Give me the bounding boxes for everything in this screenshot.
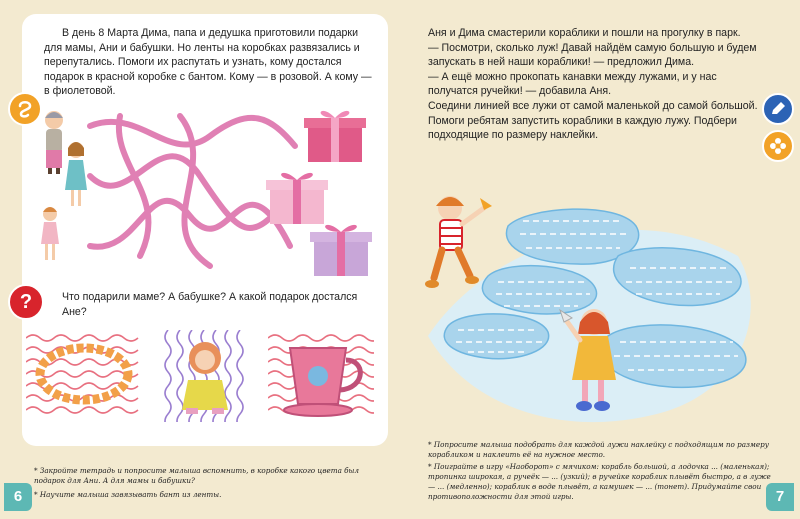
- necklace-picture: [26, 330, 142, 420]
- girl-illustration: [558, 300, 628, 416]
- question-icon: ?: [8, 284, 44, 320]
- left-note-2: * Научите малыша завязывать бант из ленты.: [34, 490, 222, 499]
- gift-box-purple: [306, 216, 376, 278]
- flower-icon: [762, 130, 794, 162]
- left-intro-text: В день 8 Марта Дима, папа и дедушка приготовили подарки для мамы, Ани и бабушки. Но ленты на коробках развязались и перепутались. Помоги их распутать и узнать, кому достался подарок в красной коробке с бантом. Кому — в розовой. А кому — в фиолетовой.: [44, 27, 372, 98]
- right-page: [400, 0, 800, 519]
- boy-illustration: [422, 188, 498, 298]
- left-note-1: * Закройте тетрадь и попросите малыша вспомнить, в коробке какого цвета был подарок для Ани. А для мамы и бабушки?: [34, 466, 359, 485]
- right-note-2: * Поиграйте в игру «Наоборот» с мячиком: корабль большой, а лодочка ... (маленькая); тропинка широкая, а ручеёк — ... (узкий); в ручейке кораблик плывёт быстро, а в луже — ... (медленно); кораблик в воде плывёт, а камушек — ... (тонет). Придумайте свои противоположности для этой игры.: [428, 462, 771, 501]
- left-question-text: Что подарили маме? А бабушке? А какой подарок достался Ане?: [62, 291, 358, 318]
- right-text: Аня и Дима смастерили кораблики и пошли на прогулку в парк. — Посмотри, сколько луж! Давай найдём самую большую и будем запускать в ней наши кораблики! — предложил Дима. — А ещё можно прокопать канавки между лужами, и у нас получатся ручейки! — добавила Аня. Соедини линией все лужи от самой маленькой до самой большой. Помоги ребятам запустить кораблики в каждую лужу. Подбери подходящие по размеру наклейки.: [428, 27, 758, 142]
- right-note-1: * Попросите малыша подобрать для каждой лужи наклейку с подходящим по размеру корабликом и наклеить её на нужное место.: [428, 440, 769, 459]
- doll-picture: [162, 330, 248, 422]
- page-number-right: 7: [766, 483, 794, 511]
- cup-picture: [268, 330, 374, 420]
- pencil-icon: [762, 93, 794, 125]
- gift-box-red: [300, 104, 370, 164]
- page-number-left: 6: [4, 483, 32, 511]
